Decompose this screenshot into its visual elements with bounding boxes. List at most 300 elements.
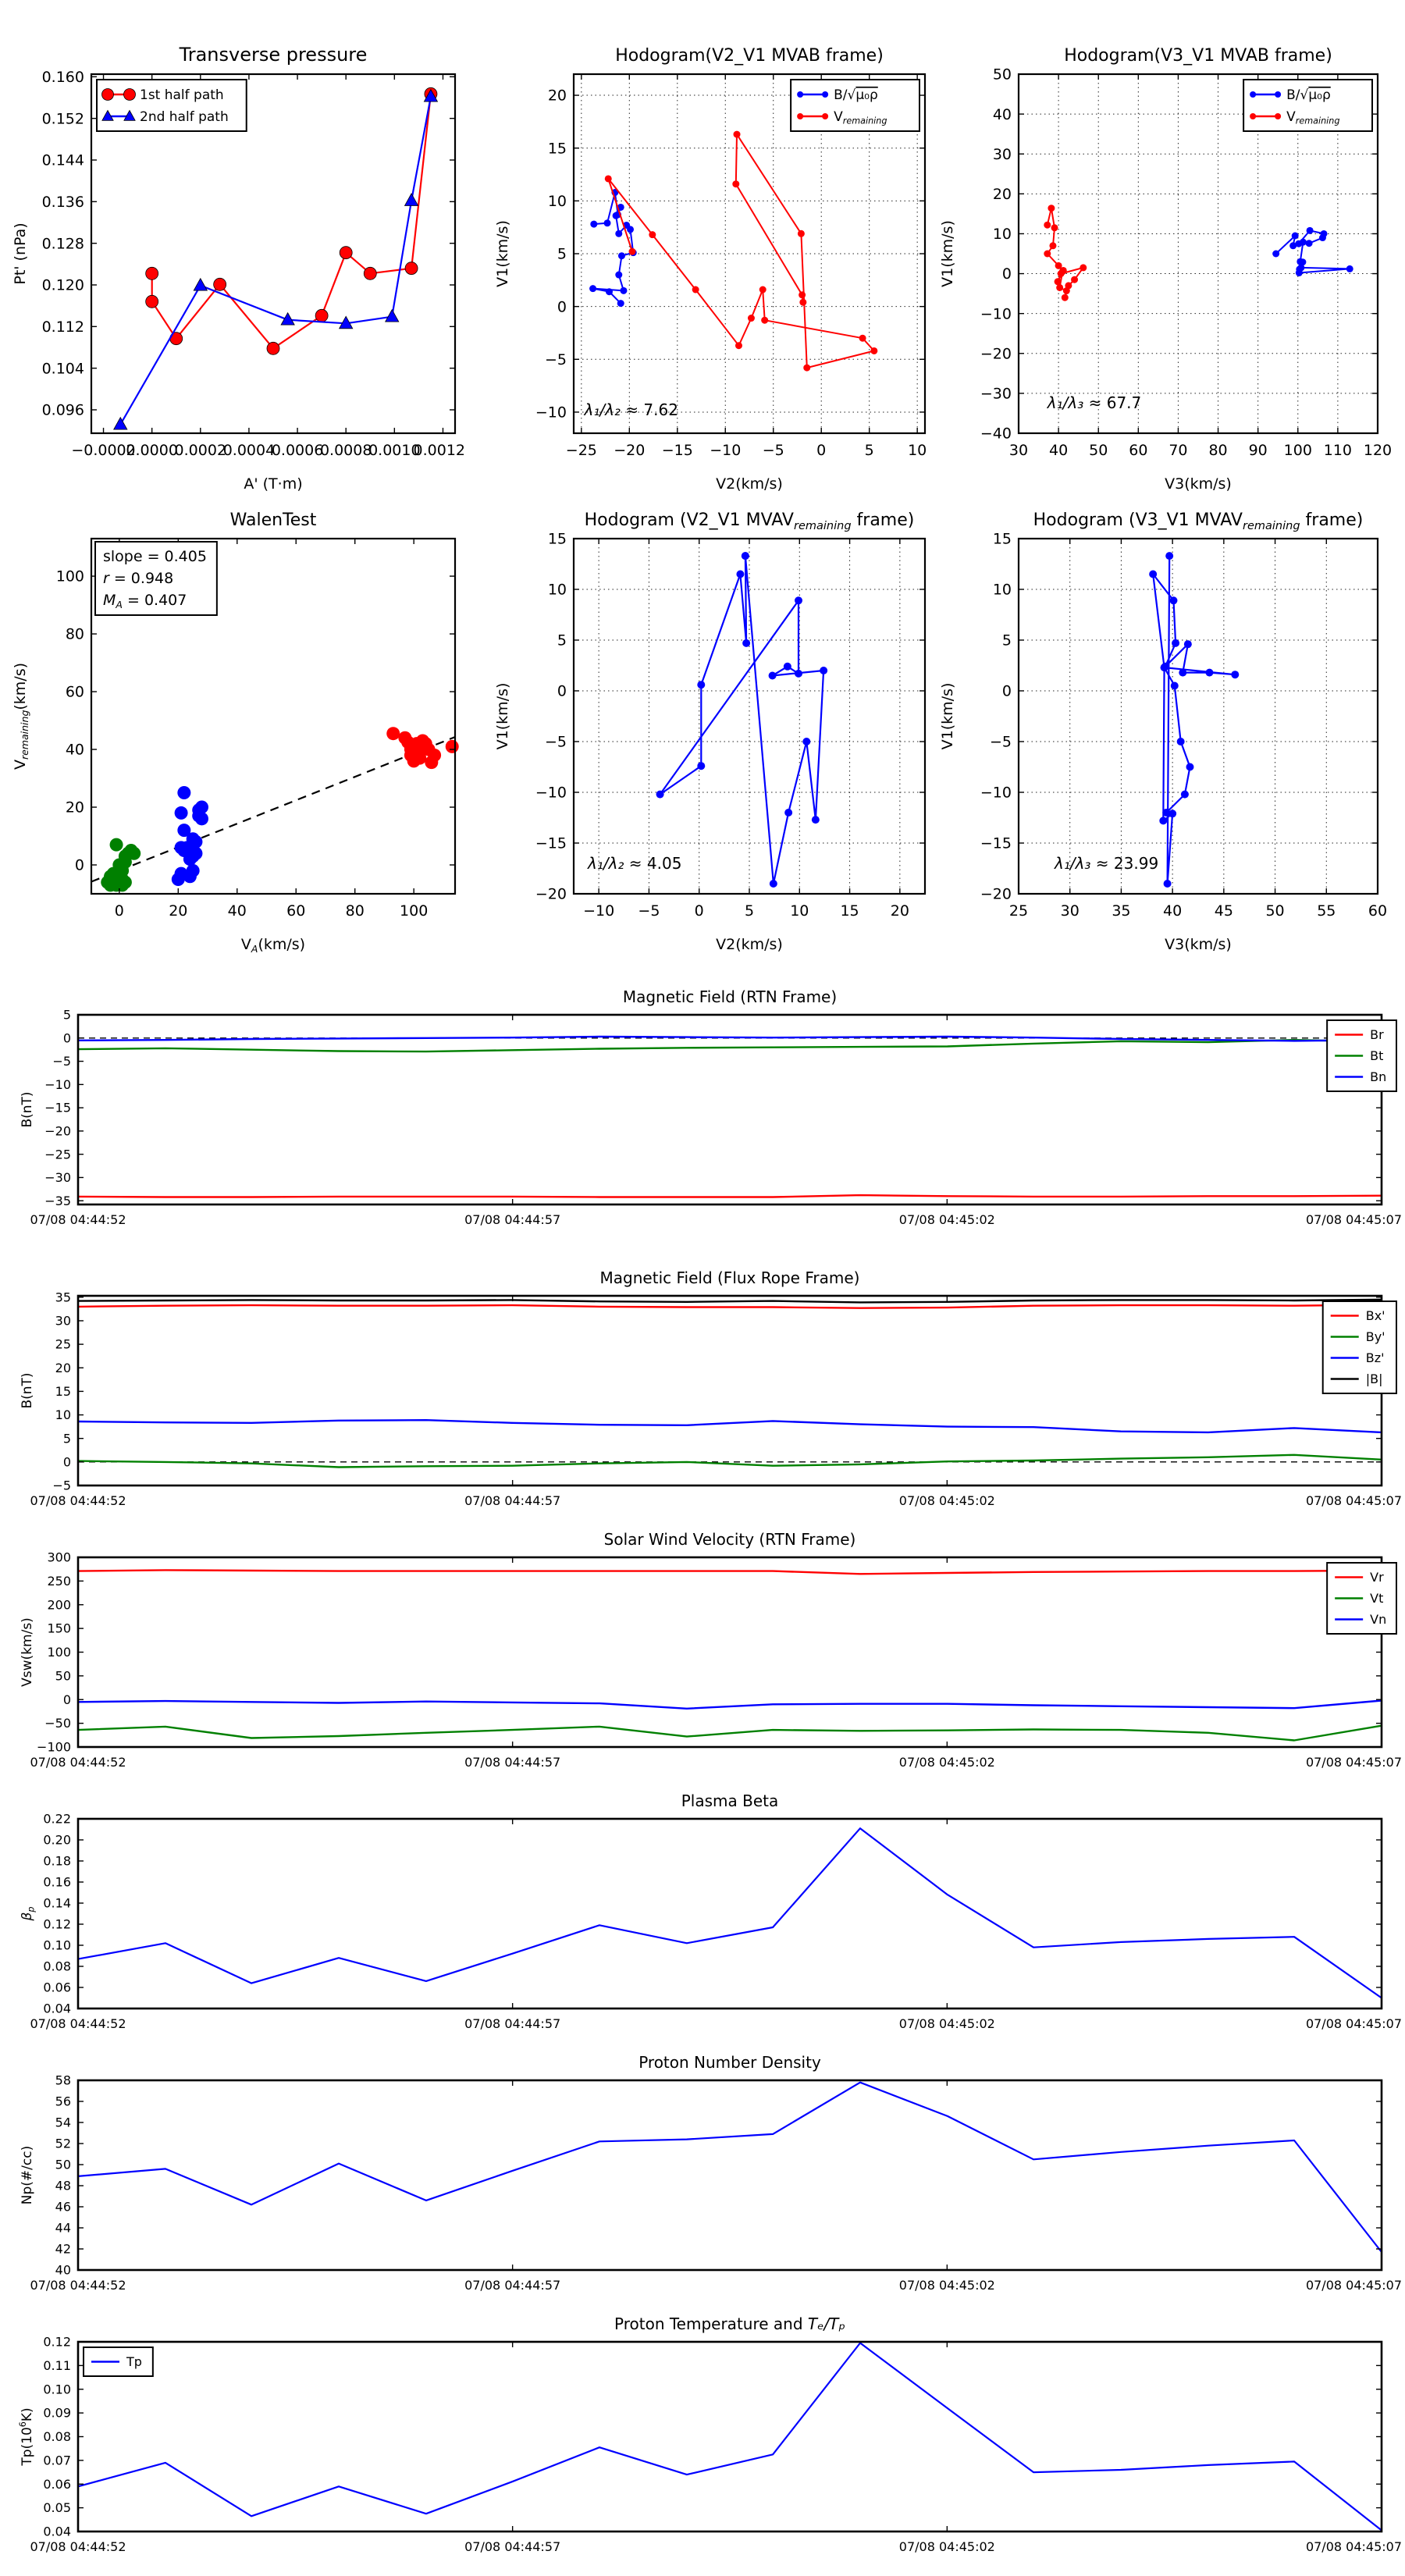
chart-plasma-beta [0, 1772, 1405, 2041]
svg-text:07/08 04:44:52: 07/08 04:44:52 [30, 1212, 126, 1227]
svg-text:40: 40 [55, 2262, 71, 2278]
svg-text:0: 0 [62, 1030, 71, 1046]
legend [1243, 80, 1372, 131]
svg-text:50: 50 [55, 2157, 71, 2172]
svg-text:07/08 04:45:02: 07/08 04:45:02 [898, 1755, 995, 1770]
y-axis-label: V1(km/s) [939, 220, 956, 287]
svg-text:−15: −15 [535, 834, 567, 852]
series [78, 1828, 1382, 1998]
series-|B| [78, 1300, 1382, 1303]
svg-text:0.04: 0.04 [43, 2001, 71, 2016]
svg-text:07/08 04:44:57: 07/08 04:44:57 [464, 2016, 561, 2031]
svg-text:0: 0 [1001, 682, 1012, 700]
svg-text:0.10: 0.10 [43, 1937, 71, 1953]
svg-text:200: 200 [47, 1597, 71, 1613]
legend [84, 2347, 153, 2376]
svg-text:0.0010: 0.0010 [368, 442, 421, 459]
series [78, 1570, 1382, 1740]
svg-text:07/08 04:44:57: 07/08 04:44:57 [464, 2539, 561, 2554]
series [78, 1037, 1382, 1197]
svg-text:07/08 04:45:02: 07/08 04:45:02 [898, 2278, 995, 2293]
series-B/sqrt(mu0 rho) [1276, 230, 1350, 272]
svg-text:0.07: 0.07 [43, 2453, 71, 2468]
svg-text:20: 20 [890, 902, 909, 920]
svg-text:50: 50 [1265, 902, 1285, 920]
svg-text:−5: −5 [989, 733, 1012, 751]
svg-text:20: 20 [55, 1360, 71, 1375]
svg-text:0.16: 0.16 [43, 1874, 71, 1890]
svg-text:07/08 04:45:07: 07/08 04:45:07 [1305, 2016, 1402, 2031]
svg-text:0.04: 0.04 [43, 2524, 71, 2539]
series-V remaining hodogram [660, 556, 824, 884]
svg-text:0.09: 0.09 [43, 2405, 71, 2421]
svg-text:0.10: 0.10 [43, 2382, 71, 2397]
legend-label: Bt [1370, 1048, 1384, 1064]
svg-text:100: 100 [47, 1645, 71, 1660]
y-axis-label: B(nT) [20, 1091, 35, 1128]
svg-text:30: 30 [1060, 902, 1080, 920]
svg-text:−30: −30 [980, 385, 1012, 403]
series-Vr [78, 1570, 1382, 1574]
svg-text:07/08 04:44:52: 07/08 04:44:52 [30, 1755, 126, 1770]
svg-text:56: 56 [55, 2094, 71, 2109]
svg-text:15: 15 [547, 140, 567, 158]
svg-text:07/08 04:44:57: 07/08 04:44:57 [464, 2278, 561, 2293]
svg-text:0.14: 0.14 [43, 1895, 71, 1911]
svg-text:−5: −5 [544, 350, 567, 368]
svg-text:120: 120 [1363, 442, 1393, 459]
series-Bz' [78, 1420, 1382, 1432]
svg-text:0.11: 0.11 [43, 2357, 71, 2373]
svg-text:50: 50 [992, 66, 1012, 84]
chart-hodogram-v2v1-mvab [468, 0, 937, 493]
lambda-annotation: λ₁/λ₃ ≈ 67.7 [1047, 393, 1142, 412]
svg-text:15: 15 [992, 530, 1012, 548]
lambda-annotation: λ₁/λ₂ ≈ 4.05 [588, 854, 682, 873]
svg-text:0.08: 0.08 [43, 1959, 71, 1974]
legend-label: $V_{remaining}$ [834, 109, 887, 126]
y-axis-label: Vsw(km/s) [20, 1617, 35, 1687]
ticks [574, 539, 925, 894]
legend-label: Tp [126, 2354, 142, 2370]
svg-text:40: 40 [992, 105, 1012, 123]
chart-walen-test [0, 468, 468, 955]
svg-text:07/08 04:45:02: 07/08 04:45:02 [898, 2539, 995, 2554]
svg-text:5: 5 [62, 1431, 71, 1446]
axes-box [574, 539, 925, 894]
y-axis-label: $Tp(10^6K)$ [17, 2407, 35, 2466]
series [589, 131, 877, 372]
chart-hodogram-v2v1-mvav [468, 468, 937, 953]
svg-text:−10: −10 [44, 1076, 71, 1092]
svg-text:0.12: 0.12 [43, 1916, 71, 1932]
svg-text:07/08 04:44:52: 07/08 04:44:52 [30, 2539, 126, 2554]
tick-labels [30, 1290, 1402, 1508]
lambda-annotation: λ₁/λ₃ ≈ 23.99 [1055, 854, 1159, 873]
svg-text:07/08 04:45:02: 07/08 04:45:02 [898, 1212, 995, 1227]
svg-text:250: 250 [47, 1573, 71, 1589]
ticks [78, 1015, 1382, 1204]
svg-text:110: 110 [1323, 442, 1353, 459]
svg-text:07/08 04:45:07: 07/08 04:45:07 [1305, 1493, 1402, 1508]
svg-text:−25: −25 [565, 442, 597, 459]
svg-text:300: 300 [47, 1550, 71, 1565]
svg-text:80: 80 [65, 625, 84, 643]
svg-text:0.0004: 0.0004 [222, 442, 276, 459]
chart-proton-number-density [0, 2033, 1405, 2303]
lambda-annotation: λ₁/λ₂ ≈ 7.62 [584, 400, 678, 419]
svg-text:07/08 04:45:07: 07/08 04:45:07 [1305, 2278, 1402, 2293]
series [78, 2083, 1382, 2252]
svg-text:10: 10 [790, 902, 809, 920]
svg-text:55: 55 [1317, 902, 1336, 920]
chart-title: Hodogram (V2_V1 $MVAV_{remaining}$ frame) [584, 511, 915, 532]
svg-text:−10: −10 [710, 442, 742, 459]
tick-labels [30, 1812, 1402, 2031]
legend-label: Br [1370, 1027, 1384, 1043]
legend-label: Bx' [1365, 1308, 1385, 1324]
svg-text:0.160: 0.160 [41, 68, 84, 86]
svg-text:r = 0.948: r = 0.948 [103, 570, 174, 587]
svg-text:−15: −15 [980, 834, 1012, 852]
x-axis-label: $V_A(km/s)$ [240, 936, 306, 955]
legend-label: Vn [1370, 1612, 1387, 1628]
svg-text:0.08: 0.08 [43, 2429, 71, 2445]
series-Vn [78, 1701, 1382, 1709]
y-axis-label: V1(km/s) [494, 682, 511, 750]
svg-text:45: 45 [1214, 902, 1233, 920]
chart-title: Solar Wind Velocity (RTN Frame) [603, 1530, 856, 1549]
chart-title: Transverse pressure [179, 44, 368, 66]
chart-title: Hodogram(V2_V1 MVAB frame) [615, 46, 884, 66]
svg-text:0.144: 0.144 [41, 151, 84, 169]
x-axis-label: A' (T·m) [244, 475, 303, 493]
grid [1019, 539, 1378, 894]
svg-text:−5: −5 [762, 442, 784, 459]
svg-text:40: 40 [1163, 902, 1183, 920]
svg-text:0.06: 0.06 [43, 1980, 71, 1995]
svg-text:60: 60 [65, 683, 84, 701]
tick-labels [30, 2335, 1402, 2554]
series-fit [91, 737, 455, 881]
svg-text:07/08 04:45:02: 07/08 04:45:02 [898, 1493, 995, 1508]
svg-text:0: 0 [74, 856, 84, 874]
chart-title: Proton Temperature and Tₑ/Tₚ [614, 2314, 845, 2333]
svg-text:07/08 04:44:57: 07/08 04:44:57 [464, 1755, 561, 1770]
svg-text:44: 44 [55, 2220, 71, 2236]
legend-label: B/√μ₀ρ [834, 87, 878, 103]
svg-text:0.104: 0.104 [41, 360, 84, 378]
series [78, 2343, 1382, 2531]
svg-text:−10: −10 [583, 902, 615, 920]
legend-label: Bz' [1365, 1350, 1385, 1366]
y-axis-label: Pt' (nPa) [12, 222, 29, 285]
legend-label: Bn [1370, 1069, 1387, 1085]
series-beta-p [78, 1828, 1382, 1998]
legend-label: Vr [1370, 1570, 1384, 1585]
svg-text:−35: −35 [44, 1193, 71, 1208]
svg-text:150: 150 [47, 1621, 71, 1636]
ticks [78, 1557, 1382, 1747]
series-By' [78, 1455, 1382, 1468]
svg-text:60: 60 [1129, 442, 1148, 459]
svg-text:15: 15 [55, 1384, 71, 1400]
svg-text:MA = 0.407: $M_A = 0.407$ [103, 592, 187, 611]
svg-text:60: 60 [1368, 902, 1388, 920]
svg-text:0: 0 [114, 902, 124, 920]
svg-text:07/08 04:45:07: 07/08 04:45:07 [1305, 1212, 1402, 1227]
series [1044, 205, 1353, 301]
svg-text:−30: −30 [44, 1170, 71, 1186]
svg-text:5: 5 [1001, 632, 1012, 649]
svg-text:50: 50 [55, 1668, 71, 1684]
x-axis-label: V3(km/s) [1165, 475, 1232, 493]
svg-text:−5: −5 [52, 1054, 71, 1069]
svg-text:−15: −15 [44, 1100, 71, 1115]
svg-text:−10: −10 [980, 784, 1012, 802]
svg-text:0: 0 [1001, 265, 1012, 283]
svg-text:0.0002: 0.0002 [174, 442, 227, 459]
svg-text:−100: −100 [37, 1739, 71, 1755]
svg-text:−0.0002: −0.0002 [71, 442, 136, 459]
svg-text:−10: −10 [980, 305, 1012, 323]
y-axis-label: V1(km/s) [494, 220, 511, 287]
legend-label: B/√μ₀ρ [1286, 87, 1331, 103]
svg-text:40: 40 [227, 902, 247, 920]
chart-title: WalenTest [229, 511, 317, 530]
series-Br [78, 1195, 1382, 1197]
svg-text:−10: −10 [535, 404, 567, 422]
chart-title: Magnetic Field (Flux Rope Frame) [599, 1268, 860, 1287]
legend-label: 1st half path [140, 87, 224, 103]
svg-text:07/08 04:44:52: 07/08 04:44:52 [30, 1493, 126, 1508]
svg-text:5: 5 [557, 632, 567, 649]
svg-text:07/08 04:45:02: 07/08 04:45:02 [898, 2016, 995, 2031]
chart-title: Proton Number Density [638, 2053, 821, 2072]
svg-text:20: 20 [992, 185, 1012, 203]
axes-box [78, 2080, 1382, 2270]
chart-title: Plasma Beta [681, 1791, 779, 1810]
legend-label: By' [1365, 1329, 1385, 1345]
svg-text:−25: −25 [44, 1147, 71, 1162]
svg-text:10: 10 [547, 581, 567, 599]
axes-box [78, 1015, 1382, 1204]
svg-text:−20: −20 [614, 442, 646, 459]
svg-text:0: 0 [62, 1692, 71, 1707]
chart-transverse-pressure [0, 0, 468, 493]
svg-text:−5: −5 [544, 733, 567, 751]
svg-text:0.0012: 0.0012 [413, 442, 465, 459]
tick-labels [30, 2073, 1402, 2293]
svg-text:0.096: 0.096 [41, 401, 84, 419]
svg-text:0: 0 [557, 682, 567, 700]
svg-text:−50: −50 [44, 1716, 71, 1731]
svg-text:−5: −5 [52, 1478, 71, 1493]
series [114, 87, 438, 429]
x-axis-label: V3(km/s) [1165, 936, 1232, 953]
svg-text:07/08 04:44:57: 07/08 04:44:57 [464, 1493, 561, 1508]
x-axis-label: V2(km/s) [716, 475, 783, 493]
series-Bx' [78, 1305, 1382, 1308]
svg-text:10: 10 [992, 581, 1012, 599]
svg-text:−10: −10 [535, 784, 567, 802]
svg-text:35: 35 [55, 1290, 71, 1305]
svg-text:0.136: 0.136 [41, 193, 84, 211]
chart-title: Hodogram (V3_V1 $MVAV_{remaining}$ frame) [1033, 511, 1364, 532]
svg-text:07/08 04:44:57: 07/08 04:44:57 [464, 1212, 561, 1227]
svg-text:30: 30 [992, 145, 1012, 163]
svg-text:58: 58 [55, 2073, 71, 2088]
svg-text:10: 10 [55, 1407, 71, 1423]
svg-text:0.12: 0.12 [43, 2334, 71, 2350]
svg-text:50: 50 [1089, 442, 1108, 459]
legend-label: $V_{remaining}$ [1286, 109, 1340, 126]
chart-hodogram-v3v1-mvab [937, 0, 1405, 493]
chart-solar-wind-velocity [0, 1510, 1405, 1780]
svg-text:70: 70 [1168, 442, 1188, 459]
svg-text:52: 52 [55, 2136, 71, 2151]
svg-text:42: 42 [55, 2241, 71, 2257]
svg-text:30: 30 [1008, 442, 1029, 459]
legend [1323, 1301, 1396, 1393]
ticks [78, 1819, 1382, 2008]
svg-text:0.20: 0.20 [43, 1832, 71, 1848]
series [1149, 552, 1239, 888]
chart-magnetic-field-rtn [0, 968, 1405, 1237]
series [656, 552, 828, 888]
series-Bn [78, 1037, 1382, 1041]
y-axis-label: B(nT) [20, 1372, 35, 1409]
y-axis-label: $V_{remaining}(km/s)$ [12, 662, 31, 770]
svg-text:0.112: 0.112 [41, 318, 84, 336]
svg-text:0.05: 0.05 [43, 2500, 71, 2516]
x-axis-label: V2(km/s) [716, 936, 783, 953]
series-1st half path [152, 94, 431, 348]
svg-text:15: 15 [840, 902, 859, 920]
axes-box [1019, 539, 1378, 894]
svg-text:−40: −40 [980, 425, 1012, 443]
chart-title: Magnetic Field (RTN Frame) [622, 987, 838, 1006]
axes-box [78, 1557, 1382, 1747]
series-V remaining [608, 134, 874, 368]
svg-text:90: 90 [1248, 442, 1268, 459]
svg-text:−20: −20 [535, 885, 567, 903]
svg-text:−20: −20 [44, 1123, 71, 1139]
svg-text:5: 5 [744, 902, 755, 920]
ticks [78, 2342, 1382, 2532]
svg-text:80: 80 [1208, 442, 1228, 459]
series-B/sqrt(mu0 rho) [593, 193, 634, 304]
legend-label: Vt [1370, 1591, 1384, 1606]
chart-magnetic-field-flux-rope [0, 1249, 1405, 1518]
ticks [1019, 539, 1378, 894]
svg-text:07/08 04:45:07: 07/08 04:45:07 [1305, 2539, 1402, 2554]
svg-text:0.120: 0.120 [41, 276, 84, 294]
grid [574, 539, 925, 894]
svg-text:07/08 04:44:52: 07/08 04:44:52 [30, 2016, 126, 2031]
y-axis-label: Np(#/cc) [20, 2145, 35, 2205]
svg-text:5: 5 [864, 442, 874, 459]
legend [1327, 1020, 1396, 1091]
svg-text:100: 100 [1283, 442, 1312, 459]
svg-text:−15: −15 [661, 442, 693, 459]
svg-text:48: 48 [55, 2178, 71, 2194]
svg-text:07/08 04:44:52: 07/08 04:44:52 [30, 2278, 126, 2293]
svg-text:−20: −20 [980, 885, 1012, 903]
svg-text:5: 5 [557, 245, 567, 263]
svg-text:15: 15 [547, 530, 567, 548]
svg-text:5: 5 [62, 1007, 71, 1023]
series-Np [78, 2083, 1382, 2252]
svg-text:0: 0 [62, 1454, 71, 1470]
legend [791, 80, 919, 131]
series-2nd half path [120, 97, 431, 425]
svg-text:54: 54 [55, 2115, 71, 2130]
svg-text:07/08 04:45:07: 07/08 04:45:07 [1305, 1755, 1402, 1770]
svg-text:0.152: 0.152 [41, 110, 84, 128]
svg-text:40: 40 [65, 741, 84, 759]
series-Vt [78, 1726, 1382, 1741]
svg-text:0.0000: 0.0000 [126, 442, 178, 459]
svg-text:0.06: 0.06 [43, 2476, 71, 2492]
legend-label: |B| [1365, 1372, 1383, 1387]
svg-text:0: 0 [816, 442, 827, 459]
axes-box [78, 1819, 1382, 2008]
svg-text:−20: −20 [980, 345, 1012, 363]
svg-text:25: 25 [1008, 902, 1029, 920]
chart-proton-temperature [0, 2295, 1405, 2564]
info-box [95, 542, 217, 615]
svg-text:35: 35 [1112, 902, 1131, 920]
series-V remaining hodogram [1153, 556, 1235, 884]
series [78, 1300, 1382, 1468]
svg-text:0.128: 0.128 [41, 235, 84, 253]
svg-text:0.0008: 0.0008 [319, 442, 372, 459]
svg-text:30: 30 [55, 1313, 71, 1329]
series [91, 727, 459, 891]
svg-text:20: 20 [547, 87, 567, 105]
svg-text:0: 0 [557, 298, 567, 316]
series-Bt [78, 1040, 1382, 1051]
legend-label: 2nd half path [140, 109, 229, 125]
tick-labels [56, 568, 429, 920]
svg-text:46: 46 [55, 2199, 71, 2215]
svg-text:80: 80 [345, 902, 365, 920]
axes-box [78, 2342, 1382, 2532]
svg-text:25: 25 [55, 1336, 71, 1352]
chart-hodogram-v3v1-mvav [937, 468, 1405, 953]
svg-text:40: 40 [1049, 442, 1069, 459]
svg-text:60: 60 [286, 902, 306, 920]
legend [97, 80, 247, 131]
svg-text:slope = 0.405: slope = 0.405 [103, 548, 207, 565]
y-axis-label: $\beta_p$ [20, 1906, 37, 1921]
svg-text:10: 10 [547, 193, 567, 211]
svg-text:0.22: 0.22 [43, 1811, 71, 1827]
svg-text:100: 100 [55, 568, 84, 585]
svg-text:20: 20 [169, 902, 188, 920]
svg-text:10: 10 [908, 442, 927, 459]
svg-text:10: 10 [992, 226, 1012, 244]
svg-text:0.0006: 0.0006 [271, 442, 324, 459]
svg-text:0.18: 0.18 [43, 1853, 71, 1869]
legend [1327, 1563, 1396, 1634]
series-Tp [78, 2343, 1382, 2531]
y-axis-label: V1(km/s) [939, 682, 956, 750]
svg-text:20: 20 [65, 799, 84, 817]
chart-title: Hodogram(V3_V1 MVAB frame) [1064, 46, 1332, 66]
svg-text:100: 100 [400, 902, 429, 920]
